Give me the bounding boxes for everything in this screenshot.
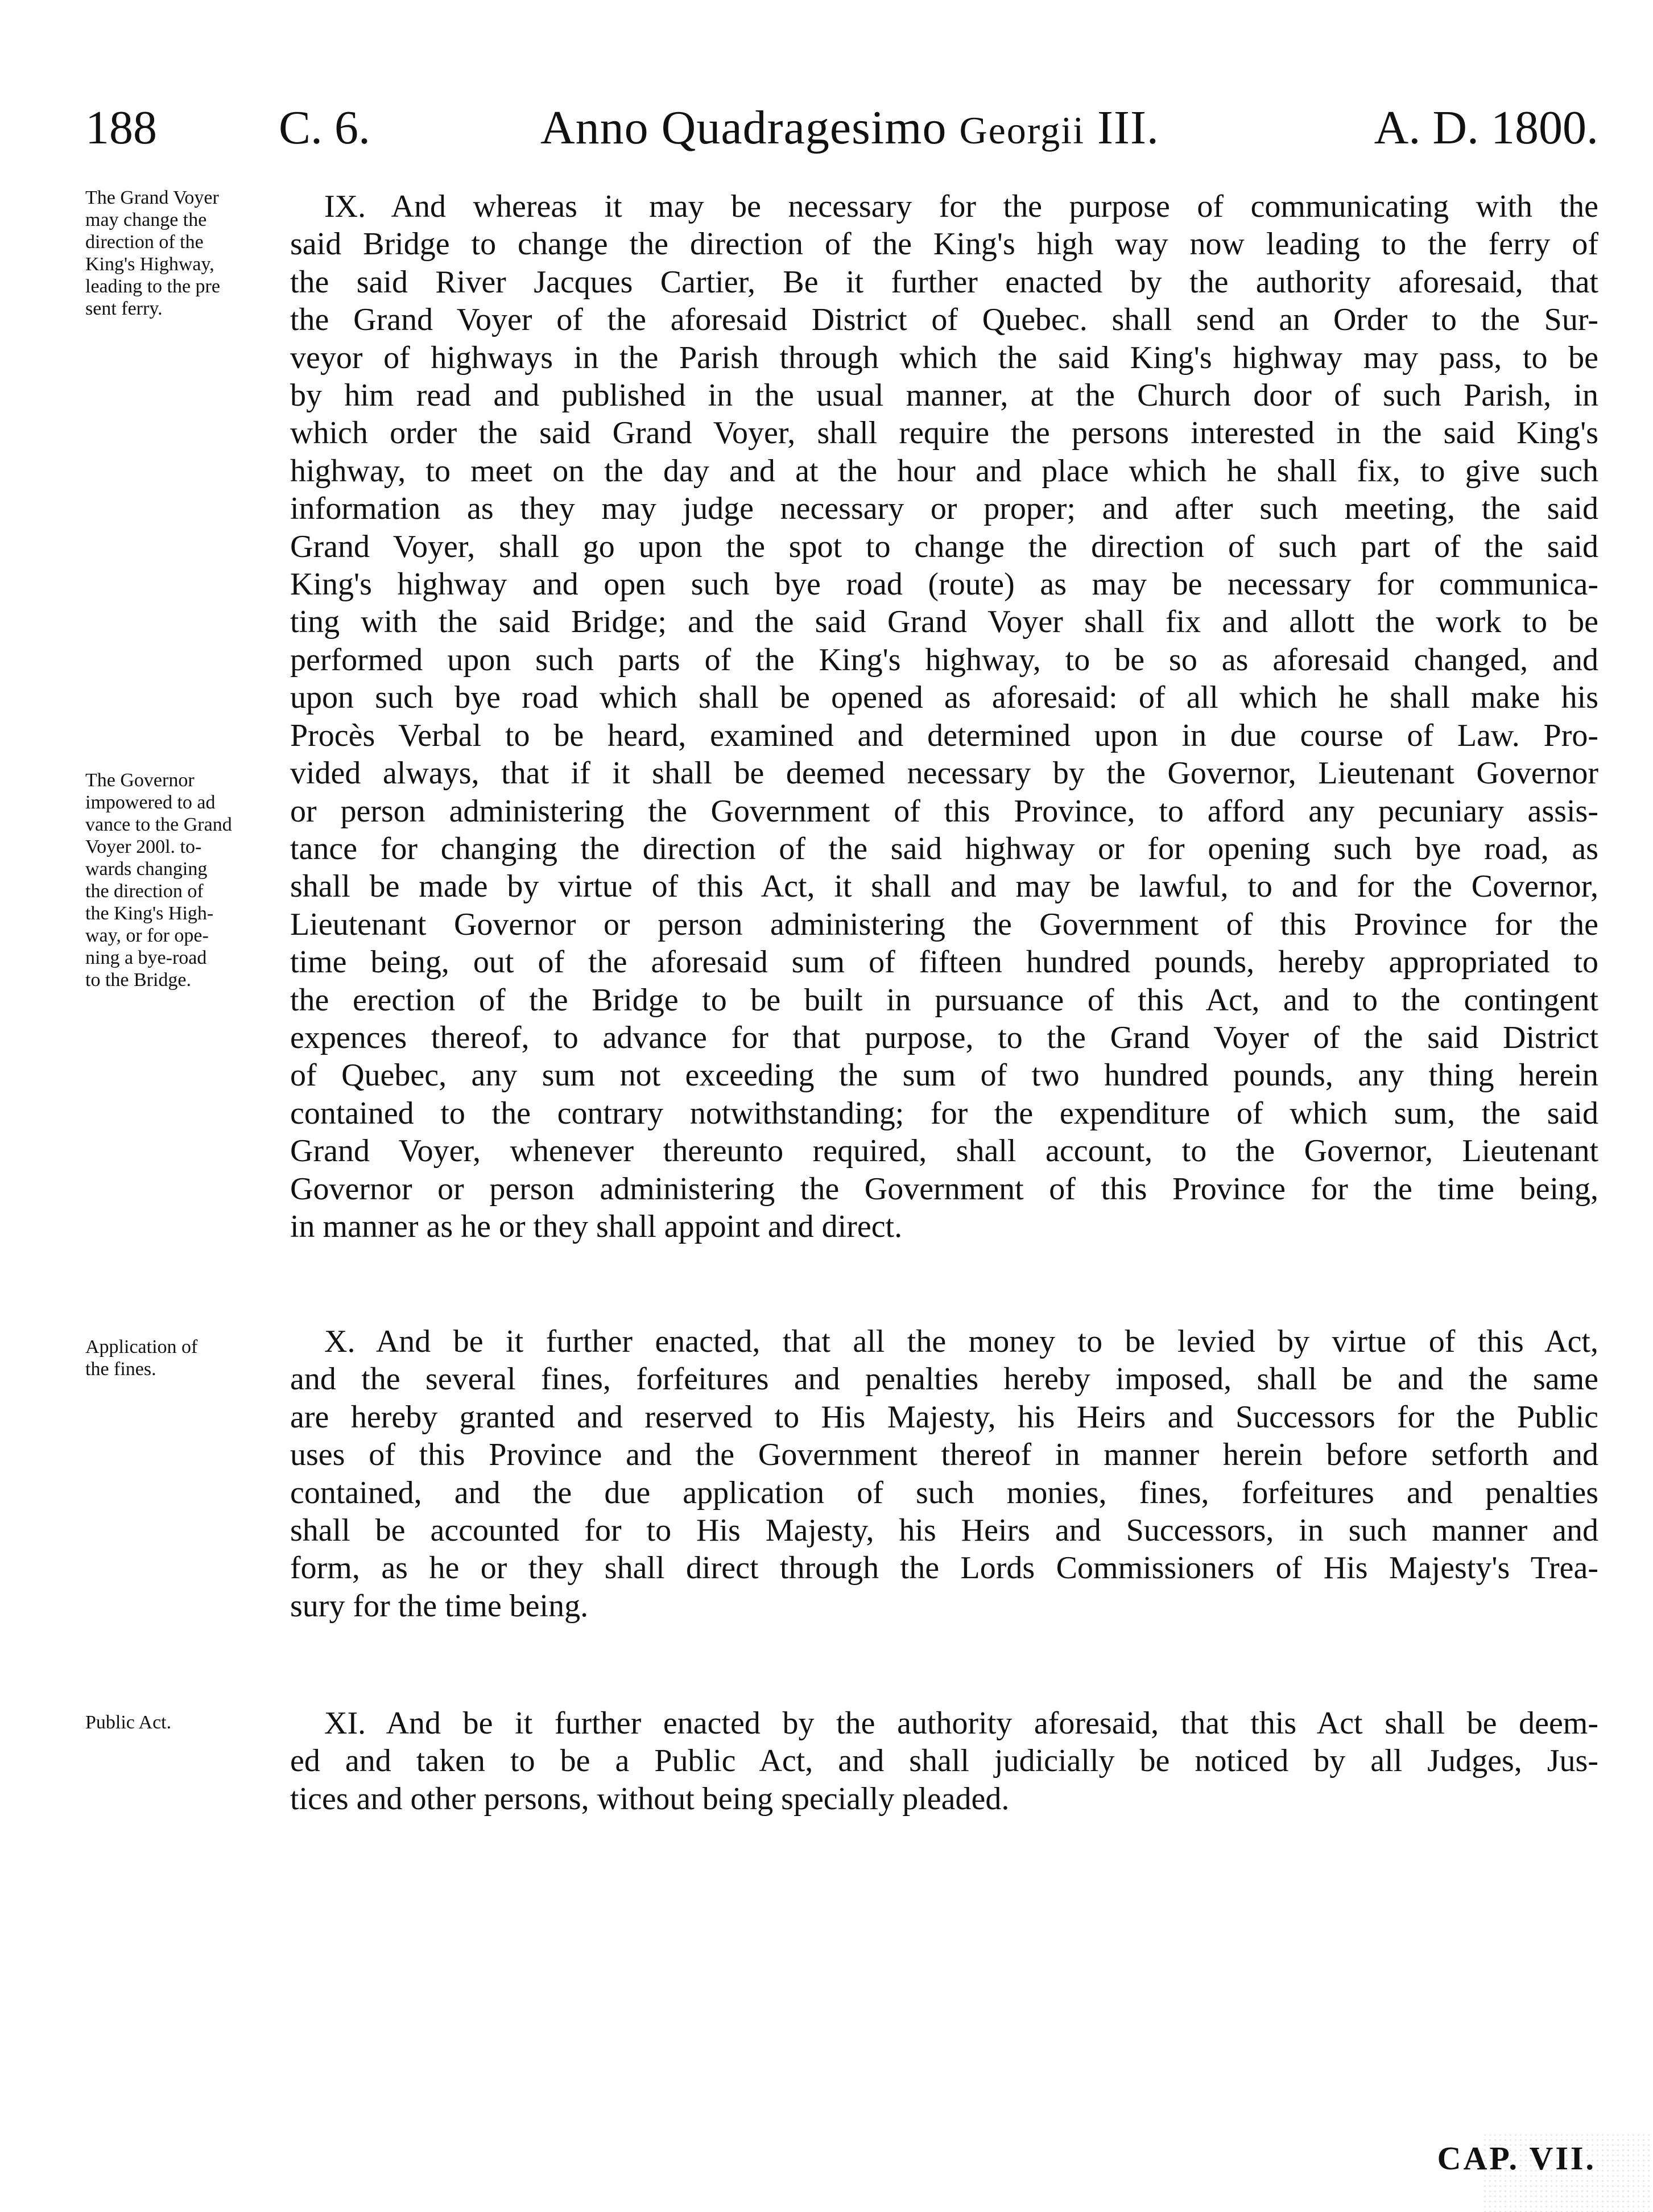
margin-note-line: vance to the Grand — [85, 814, 232, 835]
margin-note-line: the direction of — [85, 881, 204, 902]
margin-note-governor — [85, 769, 273, 991]
margin-note-line: to the Bridge. — [85, 969, 192, 991]
text-line: Lieutenant Governor or person administering the Government of this Province for the — [290, 906, 1598, 942]
catchword: CAP. VII. — [1437, 2140, 1596, 2177]
margin-note-line: Voyer 200l. to- — [85, 836, 202, 857]
margin-note-grand-voyer — [85, 187, 273, 320]
margin-note-line: the King's High- — [85, 903, 214, 924]
text-line: performed upon such parts of the King's highway, to be so as aforesaid changed, and — [290, 642, 1598, 678]
text-line: veyor of highways in the Parish through which the said King's highway may pass, to be — [290, 340, 1598, 375]
margin-note-line: Application of — [85, 1336, 198, 1357]
text-line: contained, and the due application of such monies, fines, forfeitures and penalties — [290, 1475, 1598, 1511]
margin-note-line: wards changing — [85, 859, 208, 880]
margin-note-line: sent ferry. — [85, 298, 163, 319]
running-title — [540, 94, 1159, 164]
text-line: in manner as he or they shall appoint and direct. — [290, 1208, 903, 1244]
margin-note-line: impowered to ad — [85, 792, 216, 813]
text-line: shall be accounted for to His Majesty, his Heirs and Successors, in such manner and — [290, 1513, 1598, 1549]
text-line: information as they may judge necessary or proper; and after such meeting, the said — [290, 491, 1598, 527]
text-line: of Quebec, any sum not exceeding the sum of two hundred pounds, any thing herein — [290, 1058, 1598, 1093]
text-line: Grand Voyer, whenever thereunto required, shall account, to the Governor, Lieutenant — [290, 1133, 1598, 1169]
text-line: the Grand Voyer of the aforesaid District of Quebec. shall send an Order to the Sur- — [290, 302, 1598, 338]
text-line: King's highway and open such bye road (route) as may be necessary for communica- — [290, 567, 1598, 602]
page-number: 188 — [85, 101, 157, 154]
text-line: contained to the contrary notwithstanding; for the expenditure of which sum, the said — [290, 1095, 1598, 1131]
text-line: Grand Voyer, shall go upon the spot to change the direction of such part of the said — [290, 529, 1598, 564]
text-line: the said River Jacques Cartier, Be it further enacted by the authority aforesaid, that — [290, 264, 1598, 300]
running-year: A. D. 1800. — [1374, 101, 1598, 154]
section-xi — [290, 1705, 1598, 1818]
text-line: ting with the said Bridge; and the said Grand Voyer shall fix and allott the work to be — [290, 604, 1598, 640]
text-line: XI. And be it further enacted by the authority aforesaid, that this Act shall be deem- — [324, 1706, 1598, 1741]
text-line: shall be made by virtue of this Act, it shall and may be lawful, to and for the Covernor, — [290, 869, 1598, 905]
margin-note-application — [85, 1336, 273, 1380]
text-line: said Bridge to change the direction of the King's high way now leading to the ferry of — [290, 226, 1598, 262]
text-line: or person administering the Government of this Province, to afford any pecuniary assis- — [290, 793, 1598, 829]
text-line: tance for changing the direction of the said highway or for opening such bye road, as — [290, 831, 1598, 866]
text-line: time being, out of the aforesaid sum of fifteen hundred pounds, hereby appropriated to — [290, 944, 1598, 980]
text-line: which order the said Grand Voyer, shall require the persons interested in the said King's — [290, 415, 1598, 451]
margin-note-line: The Governor — [85, 770, 195, 791]
text-line: highway, to meet on the day and at the hour and place which he shall fix, to give such — [290, 453, 1598, 489]
margin-note-line: The Grand Voyer — [85, 187, 219, 208]
text-line: IX. And whereas it may be necessary for the purpose of communicating with the — [324, 189, 1598, 224]
margin-note-line: may change the — [85, 209, 207, 230]
text-line: Procès Verbal to be heard, examined and determined upon in due course of Law. Pro- — [290, 717, 1598, 753]
margin-note-line: way, or for ope- — [85, 925, 209, 946]
section-x — [290, 1323, 1598, 1625]
margin-note-line: leading to the pre — [85, 276, 220, 297]
text-line: form, as he or they shall direct through the Lords Commissioners of His Majesty's Trea- — [290, 1550, 1598, 1586]
text-line: and the several fines, forfeitures and penalties hereby imposed, shall be and the same — [290, 1361, 1598, 1397]
margin-note-line: King's Highway, — [85, 254, 214, 275]
text-line: the erection of the Bridge to be built in pursuance of this Act, and to the contingent — [290, 982, 1598, 1018]
text-line: ed and taken to be a Public Act, and shall judicially be noticed by all Judges, Jus- — [290, 1743, 1598, 1779]
margin-note-public-act — [85, 1711, 273, 1734]
chapter-number: C. 6. — [279, 101, 371, 154]
text-line: tices and other persons, without being specially pleaded. — [290, 1781, 1010, 1817]
text-line: vided always, that if it shall be deemed necessary by the Governor, Lieutenant Governor — [290, 756, 1598, 791]
text-line: Governor or person administering the Government of this Province for the time being, — [290, 1171, 1598, 1207]
text-line: by him read and published in the usual manner, at the Church door of such Parish, in — [290, 378, 1598, 414]
text-line: upon such bye road which shall be opened as aforesaid: of all which he shall make his — [290, 680, 1598, 716]
running-title-prefix: Anno Quadragesimo — [540, 101, 947, 154]
text-line: sury for the time being. — [290, 1588, 589, 1624]
text-line: are hereby granted and reserved to His Majesty, his Heirs and Successors for the Public — [290, 1399, 1598, 1435]
margin-note-line: the fines. — [85, 1359, 156, 1380]
margin-note-line: Public Act. — [85, 1712, 172, 1733]
section-ix — [290, 188, 1598, 1245]
text-line: expences thereof, to advance for that purpose, to the Grand Voyer of the said District — [290, 1020, 1598, 1055]
text-line: uses of this Province and the Government thereof in manner herein before setforth and — [290, 1437, 1598, 1473]
running-title-suffix: III. — [1097, 101, 1159, 154]
margin-note-line: direction of the — [85, 232, 204, 253]
running-head — [85, 94, 1598, 162]
margin-note-line: ning a bye-road — [85, 947, 207, 968]
running-title-king: Georgii — [959, 109, 1085, 152]
text-line: X. And be it further enacted, that all the money to be levied by virtue of this Act, — [324, 1324, 1598, 1359]
